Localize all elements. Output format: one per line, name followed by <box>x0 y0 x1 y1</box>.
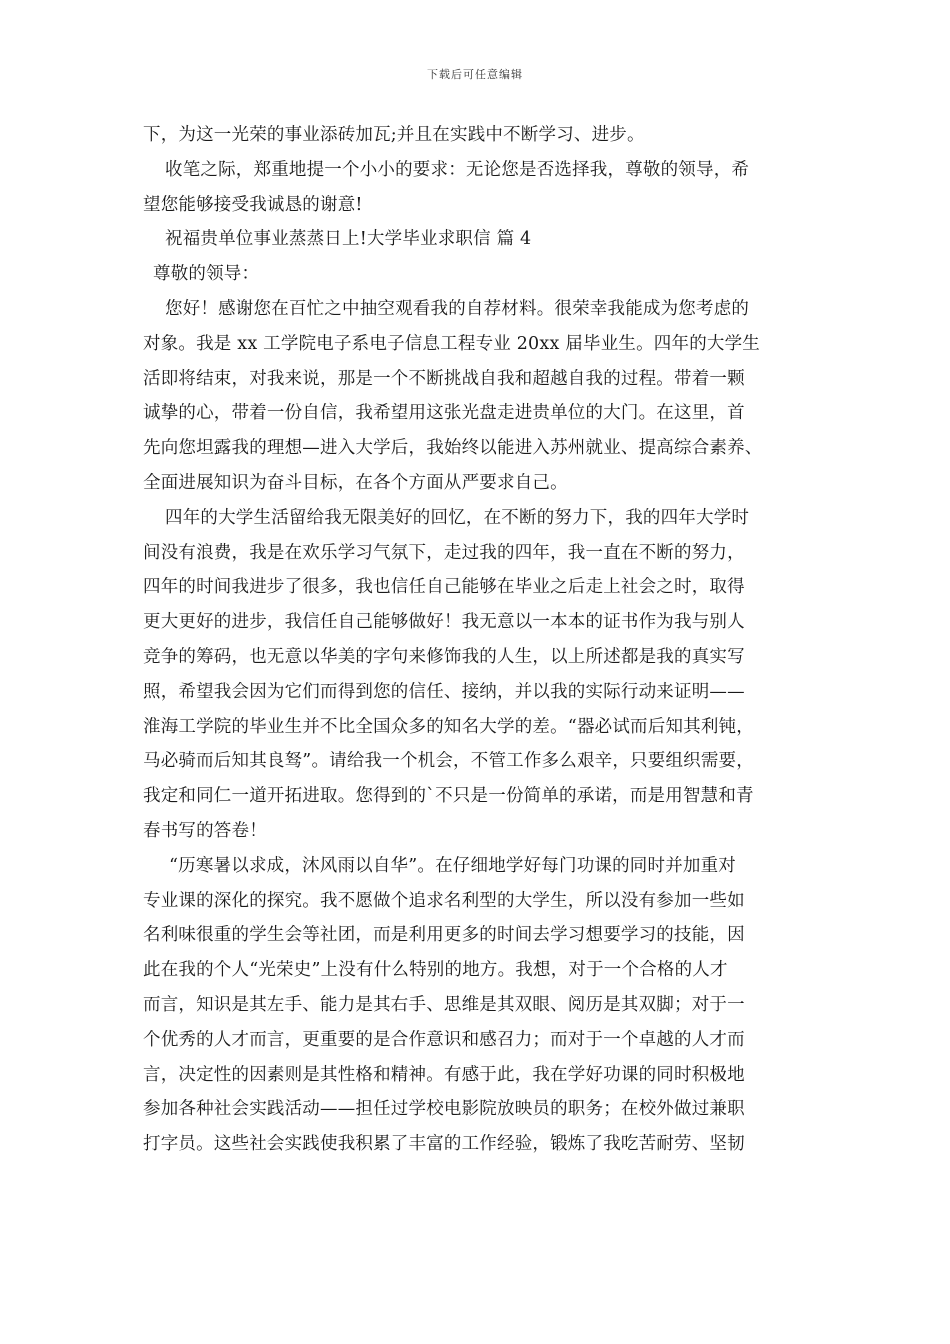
text-line: 而言，知识是其左手、能力是其右手、思维是其双眼、阅历是其双脚；对于一 <box>143 994 745 1015</box>
text-line: 专业课的深化的探究。我不愿做个追求名利型的大学生，所以没有参加一些如 <box>143 890 745 911</box>
text-line: 竞争的筹码，也无意以华美的字句来修饰我的人生，以上所述都是我的真实写 <box>143 646 745 667</box>
text-line: 您好！感谢您在百忙之中抽空观看我的自荐材料。很荣幸我能成为您考虑的 <box>165 298 750 319</box>
text-line: 全面进展知识为奋斗目标，在各个方面从严要求自己。 <box>143 472 568 493</box>
text-line: 打字员。这些社会实践使我积累了丰富的工作经验，锻炼了我吃苦耐劳、坚韧 <box>143 1134 745 1155</box>
text-line: 四年的时间我进步了很多，我也信任自己能够在毕业之后走上社会之时，取得 <box>143 577 745 598</box>
text-line: 淮海工学院的毕业生并不比全国众多的知名大学的差。“器必试而后知其利钝， <box>143 716 754 737</box>
text-line: 尊敬的领导： <box>153 264 260 285</box>
document-body <box>143 118 823 1162</box>
text-line: 名利味很重的学生会等社团，而是利用更多的时间去学习想要学习的技能，因 <box>143 925 745 946</box>
text-line: 四年的大学生活留给我无限美好的回忆，在不断的努力下，我的四年大学时 <box>165 507 750 528</box>
text-line: 先向您坦露我的理想—进入大学后，我始终以能进入苏州就业、提高综合素养、 <box>143 438 763 459</box>
text-line: 活即将结束，对我来说，那是一个不断挑战自我和超越自我的过程。带着一颗 <box>143 368 745 389</box>
text-line: 更大更好的进步，我信任自己能够做好！我无意以一本本的证书作为我与别人 <box>143 612 745 633</box>
text-line: 马必骑而后知其良驽”。请给我一个机会，不管工作多么艰辛，只要组织需要， <box>143 751 754 772</box>
text-line: 个优秀的人才而言，更重要的是合作意识和感召力；而对于一个卓越的人才而 <box>143 1029 745 1050</box>
text-line: 言，决定性的因素则是其性格和精神。有感于此，我在学好功课的同时积极地 <box>143 1064 745 1085</box>
text-line: 下，为这一光荣的事业添砖加瓦;并且在实践中不断学习、进步。 <box>143 125 645 145</box>
text-line: 望您能够接受我诚恳的谢意! <box>143 194 363 215</box>
text-line: 我定和同仁一道开拓进取。您得到的`不只是一份简单的承诺，而是用智慧和青 <box>143 786 754 807</box>
text-line: 对象。我是 xx 工学院电子系电子信息工程专业 20xx 届毕业生。四年的大学生 <box>143 333 760 354</box>
text-line: 间没有浪费，我是在欢乐学习气氛下，走过我的四年，我一直在不断的努力， <box>143 542 745 563</box>
text-line: 收笔之际，郑重地提一个小小的要求：无论您是否选择我，尊敬的领导，希 <box>165 159 750 180</box>
text-line: 诚挚的心，带着一份自信，我希望用这张光盘走进贵单位的大门。在这里，首 <box>143 403 745 424</box>
text-line: 照，希望我会因为它们而得到您的信任、接纳，并以我的实际行动来证明—— <box>143 681 745 702</box>
text-line: “历寒暑以求成，沐风雨以自华”。在仔细地学好每门功课的同时并加重对 <box>169 855 736 876</box>
text-line: 祝福贵单位事业蒸蒸日上!大学毕业求职信 篇 4 <box>165 229 532 250</box>
page-header: 下载后可任意编辑 <box>427 68 523 81</box>
text-line: 参加各种社会实践活动——担任过学校电影院放映员的职务；在校外做过兼职 <box>143 1099 745 1120</box>
text-line: 春书写的答卷！ <box>143 820 267 841</box>
text-line: 此在我的个人“光荣史”上没有什么特别的地方。我想，对于一个合格的人才 <box>143 960 728 981</box>
